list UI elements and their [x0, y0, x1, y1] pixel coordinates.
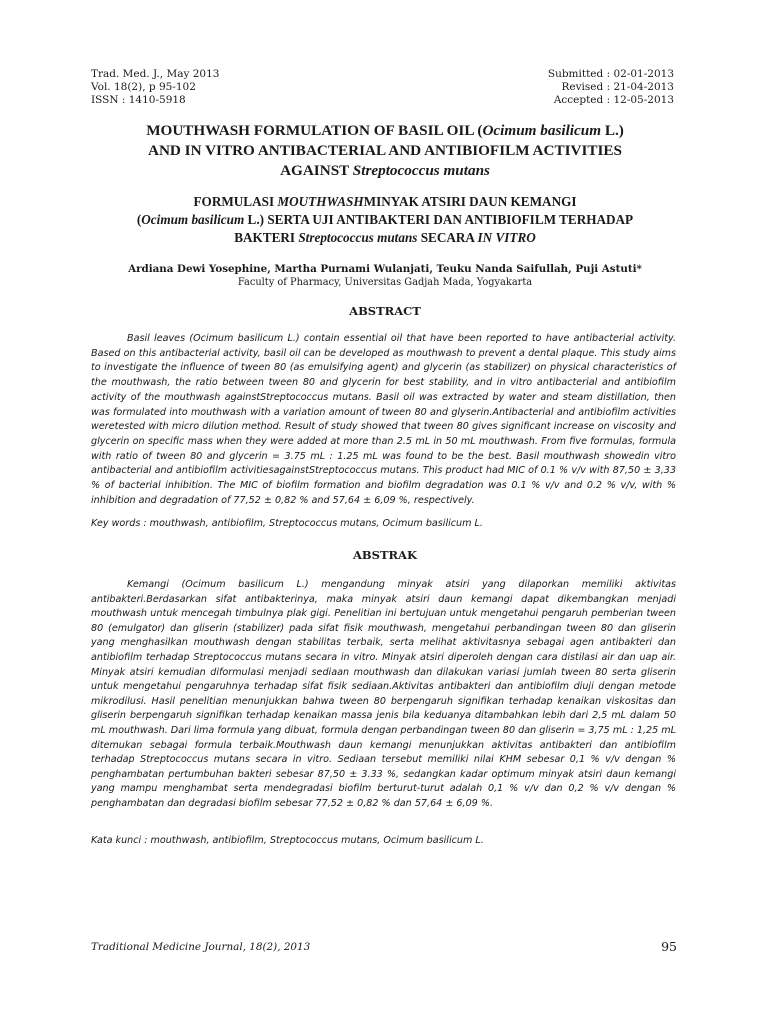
page-number: 95	[661, 939, 677, 954]
abstrak-heading: ABSTRAK	[353, 548, 417, 562]
issn: ISSN : 1410-5918	[91, 94, 186, 106]
article-subtitle: FORMULASI MOUTHWASHMINYAK ATSIRI DAUN KEMANGI (Ocimum basilicum L.) SERTA UJI ANTIBAKTERI DAN ANTIBIOFILM TERHADAP BAKTERI Streptococcus mutans SECARA IN VITRO	[136, 194, 634, 245]
abstrak-keywords: Kata kunci : mouthwash, antibiofilm, Streptococcus mutans, Ocimum basilicum L.	[91, 835, 484, 846]
author-list: Ardiana Dewi Yosephine, Martha Purnami Wulanjati, Teuku Nanda Saifullah, Puji Astuti*	[128, 263, 642, 275]
abstract-heading: ABSTRACT	[349, 304, 421, 318]
volume-pages: Vol. 18(2), p 95-102	[91, 81, 196, 93]
article-title: MOUTHWASH FORMULATION OF BASIL OIL (Ocimum basilicum L.) AND IN VITRO ANTIBACTERIAL AND ANTIBIOFILM ACTIVITIES AGAINST Streptococcus mutans	[146, 122, 624, 179]
submitted-date: Submitted : 02-01-2013	[547, 68, 674, 80]
affiliation: Faculty of Pharmacy, Universitas Gadjah Mada, Yogyakarta	[237, 277, 533, 288]
abstract-body: Basil leaves (Ocimum basilicum L.) contain essential oil that have been reported to have antibacterial activity. Based on this antibacterial activity, basil oil can be developed as mouthwash to prevent a dental plaque. This study aims to investigate the influence of tween 80 (as emulsifying agent) and glycerin (as stabilizer) on physical characteristics of the mouthwash, the ratio between tween 80 and glycerin for best stability, and in vitro antibacterial and antibiofilm activity of the mouthwash againstStreptococcus mutans. Basil oil was extracted by water and steam distillation, then was formulated into mouthwash with a variation amount of tween 80 and glyserin.Antibacterial and antibiofilm activities weretested with micro dilution method. Result of study showed that tween 80 gives significant increase on viscosity and glycerin on specific mass when they were added at more than 2.5 mL in 50 mL mouthwash. From five formulas, formula with ratio of tween 80 and glycerin = 3.75 mL : 1.25 mL was found to be the best. Basil mouthwash showedin vitro antibacterial and antibiofilm activitiesagainstStreptococcus mutans. This product had MIC of 0.1 % v/v with 87,50 ± 3,33 % of bacterial inhibition. The MIC of biofilm formation and biofilm degradation was 0.1 % v/v and 0.2 % v/v, with % inhibition and degradation of 77,52 ± 0,82 % and 57,64 ± 6,09 %, respectively.	[91, 333, 676, 506]
journal-issue: Trad. Med. J., May 2013	[91, 68, 220, 80]
abstract-keywords: Key words : mouthwash, antibiofilm, Streptococcus mutans, Ocimum basilicum L.	[91, 518, 483, 529]
accepted-date: Accepted : 12-05-2013	[553, 94, 674, 106]
abstrak-body: Kemangi (Ocimum basilicum L.) mengandung minyak atsiri yang dilaporkan memiliki aktivitas antibakteri.Berdasarkan sifat antibakterinya, maka minyak atsiri daun kemangi dapat dikembangkan menjadi mouthwash untuk mencegah timbulnya plak gigi. Penelitian ini bertujuan untuk mengetahui pengaruh pemberian tween 80 (emulgator) dan gliserin (stabilizer) pada sifat fisik mouthwash, mengetahui perbandingan tween 80 dan gliserin yang menghasilkan mouthwash dengan stabilitas terbaik, serta melihat aktivitasnya sebagai agen antibakteri dan antibiofilm terhadap Streptococcus mutans secara in vitro. Minyak atsiri diperoleh dengan cara distilasi air dan uap air. Minyak atsiri kemudian diformulasi menjadi sediaan mouthwash dan dilakukan variasi jumlah tween 80 serta gliserin untuk mengetahui pengaruhnya terhadap sifat fisik sediaan.Aktivitas antibakteri dan antibiofilm diuji dengan metode mikrodilusi. Hasil penelitian menunjukkan bahwa tween 80 berpengaruh signifikan terhadap kenaikan viskositas dan gliserin berpengaruh signifikan terhadap kenaikan massa jenis bila keduanya ditambahkan lebih dari 2,5 mL dalam 50 mL mouthwash. Dari lima formula yang dibuat, formula dengan perbandingan tween 80 dan gliserin = 3,75 mL : 1,25 mL ditemukan sebagai formula terbaik.Mouthwash daun kemangi menunjukkan aktivitas antibakteri dan antibiofilm terhadap Streptococcus mutans secara in vitro. Sediaan tersebut memiliki nilai KHM sebesar 0,1 % v/v dengan % penghambatan pertumbuhan bakteri sebesar 87,50 ± 3.33 %, sedangkan kadar optimum minyak atsiri daun kemangi yang mampu menghambat serta mendegradasi biofilm berturut-turut adalah 0,1 % v/v dan 0,2 % v/v dengan % penghambatan dan degradasi biofilm sebesar 77,52 ± 0,82 % dan 57,64 ± 6,09 %.	[91, 579, 676, 809]
journal-meta	[91, 68, 219, 107]
revised-date: Revised : 21-04-2013	[561, 81, 674, 93]
submission-dates	[548, 68, 674, 107]
footer-journal: Traditional Medicine Journal, 18(2), 2013	[91, 941, 311, 953]
